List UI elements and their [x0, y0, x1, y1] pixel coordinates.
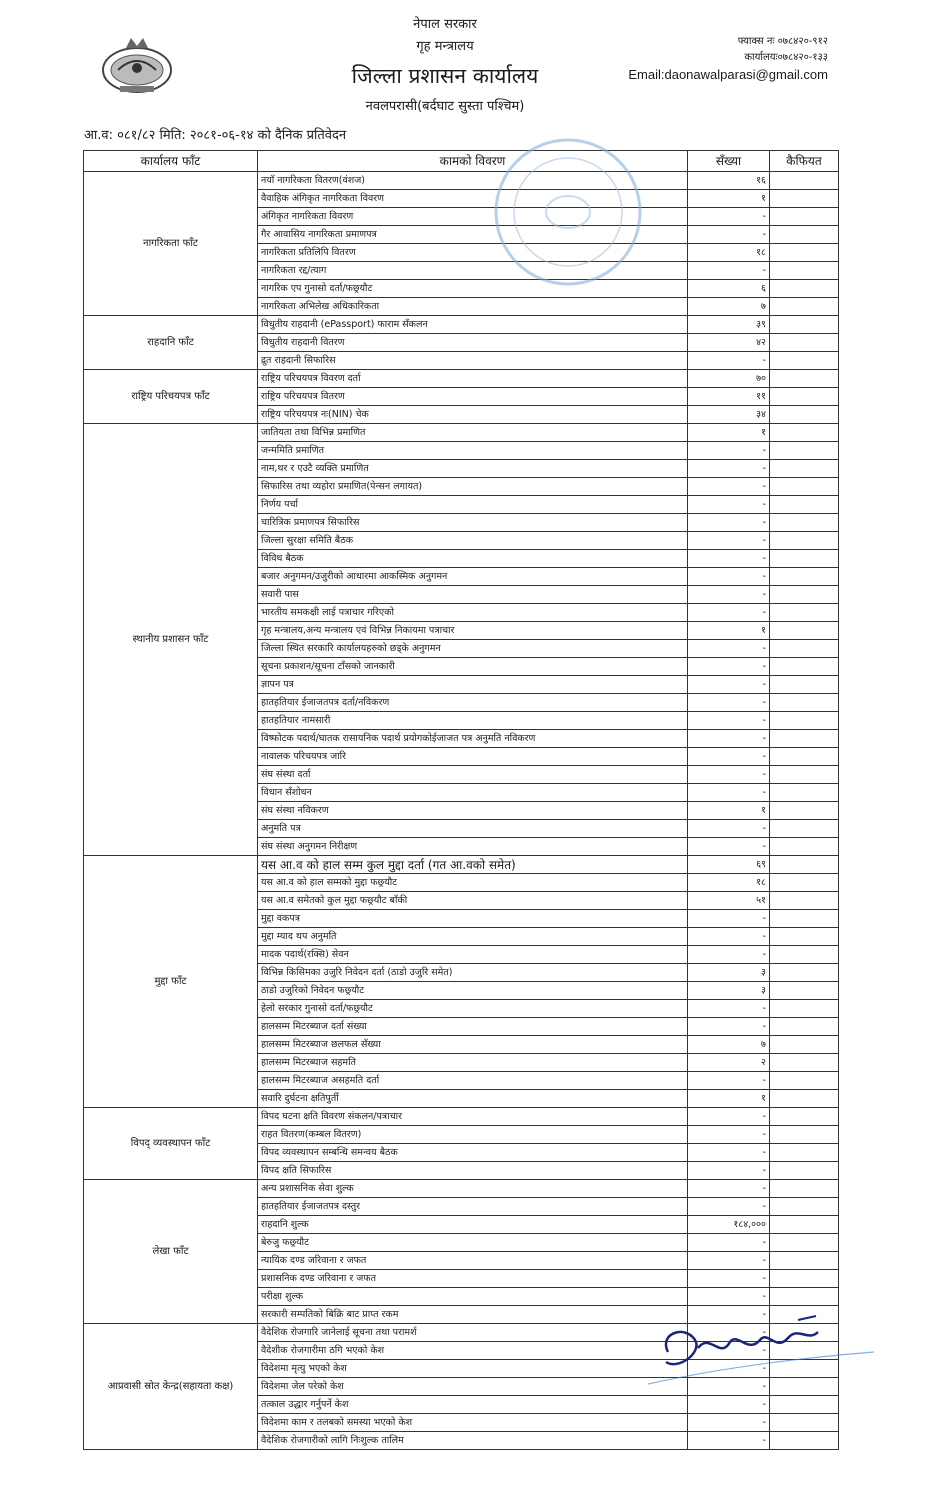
count-cell: -	[688, 1342, 770, 1360]
description-cell: हेलो सरकार गुनासो दर्ता/फछ्र्यौट	[258, 1000, 688, 1018]
table-row	[84, 1180, 839, 1198]
remarks-cell	[770, 316, 839, 334]
count-cell: -	[688, 550, 770, 568]
description-cell: विष्फोटक पदार्थ/घातक रासायनिक पदार्थ प्रयोगकोईजाजत पत्र अनुमति नविकरण	[258, 730, 688, 748]
description-cell: सवारि दुर्घटना क्षतिपुर्ती	[258, 1090, 688, 1108]
remarks-cell	[770, 1162, 839, 1180]
description-cell: संघ संस्था अनुगमन निरीक्षण	[258, 838, 688, 856]
description-cell: सवारी पास	[258, 586, 688, 604]
remarks-cell	[770, 1234, 839, 1252]
count-cell: -	[688, 1378, 770, 1396]
remarks-cell	[770, 964, 839, 982]
count-cell: ३४	[688, 406, 770, 424]
remarks-cell	[770, 1288, 839, 1306]
col-header-fant: कार्यालय फाँट	[84, 151, 258, 172]
count-cell: ११	[688, 388, 770, 406]
remarks-cell	[770, 1036, 839, 1054]
count-cell: ६	[688, 280, 770, 298]
description-cell: वैदेशीक रोजगारीमा ठगि भएको केश	[258, 1342, 688, 1360]
description-cell: अंगिकृत नागरिकता विवरण	[258, 208, 688, 226]
remarks-cell	[770, 730, 839, 748]
description-cell: संघ संस्था दर्ता	[258, 766, 688, 784]
remarks-cell	[770, 1054, 839, 1072]
count-cell: -	[688, 946, 770, 964]
count-cell: -	[688, 586, 770, 604]
description-cell: हालसम्म मिटरब्याज छलफल सँख्या	[258, 1036, 688, 1054]
count-cell: -	[688, 1306, 770, 1324]
remarks-cell	[770, 370, 839, 388]
remarks-cell	[770, 1270, 839, 1288]
description-cell: नागरिक एप गुनासो दर्ता/फछ्र्यौट	[258, 280, 688, 298]
remarks-cell	[770, 1216, 839, 1234]
remarks-cell	[770, 874, 839, 892]
remarks-cell	[770, 388, 839, 406]
remarks-cell	[770, 208, 839, 226]
description-cell: जन्ममिति प्रमाणित	[258, 442, 688, 460]
remarks-cell	[770, 802, 839, 820]
remarks-cell	[770, 658, 839, 676]
remarks-cell	[770, 676, 839, 694]
daily-report-table	[83, 150, 839, 1450]
remarks-cell	[770, 1432, 839, 1450]
description-cell: मुद्दा वकपत्र	[258, 910, 688, 928]
description-cell: विधुतीय राहदानी (ePassport) फाराम सँकलन	[258, 316, 688, 334]
col-header-count: सँख्या	[688, 151, 770, 172]
count-cell: -	[688, 1144, 770, 1162]
description-cell: नागरिकता रद्द/त्याग	[258, 262, 688, 280]
count-cell: -	[688, 1270, 770, 1288]
count-cell: -	[688, 910, 770, 928]
description-cell: राष्ट्रिय परिचयपत्र नः(NIN) चेक	[258, 406, 688, 424]
count-cell: -	[688, 262, 770, 280]
description-cell: विविध बैठक	[258, 550, 688, 568]
count-cell: -	[688, 748, 770, 766]
description-cell: यस आ.व समेतको कुल मुद्दा फछ्र्यौट बाँकी	[258, 892, 688, 910]
count-cell: -	[688, 352, 770, 370]
description-cell: न्यायिक दण्ड जरिवाना र जफत	[258, 1252, 688, 1270]
count-cell: -	[688, 1252, 770, 1270]
count-cell: -	[688, 1180, 770, 1198]
remarks-cell	[770, 1126, 839, 1144]
section-name-cell: लेखा फाँट	[84, 1180, 258, 1324]
remarks-cell	[770, 820, 839, 838]
description-cell: विपद क्षति सिफारिस	[258, 1162, 688, 1180]
description-cell: हातहतियार ईजाजतपत्र दर्ता/नविकरण	[258, 694, 688, 712]
description-cell: भारतीय समकक्षी लाई पत्राचार गरिएको	[258, 604, 688, 622]
description-cell: हातहतियार नामसारी	[258, 712, 688, 730]
remarks-cell	[770, 442, 839, 460]
remarks-cell	[770, 712, 839, 730]
remarks-cell	[770, 640, 839, 658]
remarks-cell	[770, 928, 839, 946]
description-cell: नावालक परिचयपत्र जारि	[258, 748, 688, 766]
count-cell: -	[688, 1018, 770, 1036]
count-cell: -	[688, 1396, 770, 1414]
description-cell: नयाँ नागरिकता वितरण(वंशज)	[258, 172, 688, 190]
count-cell: ६९	[688, 856, 770, 874]
description-cell: विपद घटना क्षति विवरण संकलन/पत्राचार	[258, 1108, 688, 1126]
office-phone: कार्यालयः०७८४२०-१३३	[744, 52, 828, 63]
description-cell: राष्ट्रिय परिचयपत्र विवरण दर्ता	[258, 370, 688, 388]
remarks-cell	[770, 892, 839, 910]
report-date-line: आ.व: ०८१/८२ मिति: २०८१-०६-१४ को दैनिक प्रतिवेदन	[84, 128, 347, 143]
remarks-cell	[770, 190, 839, 208]
office-name: जिल्ला प्रशासन कार्यालय	[351, 64, 539, 88]
table-row	[84, 370, 839, 388]
count-cell: ५१	[688, 892, 770, 910]
count-cell: -	[688, 1198, 770, 1216]
count-cell: ३	[688, 964, 770, 982]
count-cell: २	[688, 1054, 770, 1072]
description-cell: अनुमति पत्र	[258, 820, 688, 838]
contact-block	[628, 34, 828, 84]
count-cell: १६	[688, 172, 770, 190]
count-cell: -	[688, 1324, 770, 1342]
description-cell: संघ संस्था नविकरण	[258, 802, 688, 820]
remarks-cell	[770, 586, 839, 604]
description-cell: हातहतियार ईजाजतपत्र दस्तुर	[258, 1198, 688, 1216]
count-cell: -	[688, 1432, 770, 1450]
remarks-cell	[770, 694, 839, 712]
ministry-name: गृह मन्त्रालय	[416, 39, 474, 54]
description-cell: सरकारी सम्पतिको बिक्रि बाट प्राप्त रकम	[258, 1306, 688, 1324]
description-cell: जिल्ला स्थित सरकारि कार्यालयहरुको छड्के अनुगमन	[258, 640, 688, 658]
description-cell: तत्काल उद्धार गर्नुपर्ने केश	[258, 1396, 688, 1414]
count-cell: -	[688, 694, 770, 712]
remarks-cell	[770, 514, 839, 532]
count-cell: -	[688, 766, 770, 784]
remarks-cell	[770, 262, 839, 280]
remarks-cell	[770, 1180, 839, 1198]
remarks-cell	[770, 424, 839, 442]
section-name-cell: नागरिकता फाँट	[84, 172, 258, 316]
description-cell: जिल्ला सुरक्षा समिति बैठक	[258, 532, 688, 550]
description-cell: निर्णय पर्चा	[258, 496, 688, 514]
count-cell: -	[688, 226, 770, 244]
count-cell: -	[688, 208, 770, 226]
col-header-remarks: कैफियत	[770, 151, 839, 172]
remarks-cell	[770, 478, 839, 496]
count-cell: -	[688, 730, 770, 748]
count-cell: १	[688, 190, 770, 208]
description-cell: वैवाहिक अंगिकृत नागरिकता विवरण	[258, 190, 688, 208]
remarks-cell	[770, 172, 839, 190]
description-cell: विदेशमा काम र तलबको समस्या भएको केश	[258, 1414, 688, 1432]
description-cell: विपद व्यवस्थापन सम्बन्धि समन्वय बैठक	[258, 1144, 688, 1162]
remarks-cell	[770, 1414, 839, 1432]
remarks-cell	[770, 946, 839, 964]
count-cell: -	[688, 640, 770, 658]
section-name-cell: विपद् व्यवस्थापन फाँट	[84, 1108, 258, 1180]
count-cell: -	[688, 460, 770, 478]
count-cell: -	[688, 1000, 770, 1018]
remarks-cell	[770, 1108, 839, 1126]
count-cell: -	[688, 784, 770, 802]
section-name-cell: राष्ट्रिय परिचयपत्र फाँट	[84, 370, 258, 424]
table-row	[84, 1108, 839, 1126]
remarks-cell	[770, 406, 839, 424]
remarks-cell	[770, 1018, 839, 1036]
count-cell: -	[688, 1360, 770, 1378]
remarks-cell	[770, 226, 839, 244]
description-cell: गृह मन्त्रालय,अन्य मन्त्रालय एवं विभिन्न निकायमा पत्राचार	[258, 622, 688, 640]
description-cell: परीक्षा शुल्क	[258, 1288, 688, 1306]
office-seal-watermark	[488, 132, 648, 292]
officer-signature	[648, 1312, 878, 1402]
description-cell: गैर आवासिय नागरिकता प्रमाणपत्र	[258, 226, 688, 244]
count-cell: ७	[688, 1036, 770, 1054]
description-cell: बेरुजु फछ्र्यौट	[258, 1234, 688, 1252]
description-cell: नागरिकता अभिलेख अधिकारिकता	[258, 298, 688, 316]
remarks-cell	[770, 784, 839, 802]
description-cell: नाम,थर र एउटै व्यक्ति प्रमाणित	[258, 460, 688, 478]
count-cell: -	[688, 442, 770, 460]
remarks-cell	[770, 1144, 839, 1162]
description-cell: यस आ.व को हाल सम्म कुल मुद्दा दर्ता (गत आ.वको समेत)	[258, 856, 688, 874]
letterhead	[0, 0, 940, 150]
col-header-desc: कामको विवरण	[258, 151, 688, 172]
description-cell: विभिन्न किसिमका उजुरि निवेदन दर्ता (ठाडो उजुरि समेत)	[258, 964, 688, 982]
description-cell: बजार अनुगमन/उजुरीको आधारमा आकस्मिक अनुगमन	[258, 568, 688, 586]
count-cell: -	[688, 514, 770, 532]
table-row	[84, 316, 839, 334]
remarks-cell	[770, 1072, 839, 1090]
remarks-cell	[770, 622, 839, 640]
count-cell: -	[688, 712, 770, 730]
count-cell: १८४,०००	[688, 1216, 770, 1234]
govt-name: नेपाल सरकार	[413, 17, 477, 32]
description-cell: वैदेशिक रोजगारि जानेलाई सूचना तथा परामर्श	[258, 1324, 688, 1342]
count-cell: १	[688, 424, 770, 442]
table-row	[84, 172, 839, 190]
table-header-row	[84, 151, 839, 172]
count-cell: -	[688, 478, 770, 496]
table-row	[84, 856, 839, 874]
description-cell: ठाडो उजुरिको निवेदन फछ्र्यौट	[258, 982, 688, 1000]
description-cell: हालसम्म मिटरब्याज असहमति दर्ता	[258, 1072, 688, 1090]
section-name-cell: आप्रवासी स्रोत केन्द्र(सहायता कक्ष)	[84, 1324, 258, 1450]
table-row	[84, 424, 839, 442]
count-cell: -	[688, 820, 770, 838]
description-cell: सूचना प्रकाशन/सूचना टाँसको जानकारी	[258, 658, 688, 676]
count-cell: १	[688, 622, 770, 640]
description-cell: हालसम्म मिटरब्याज दर्ता संख्या	[258, 1018, 688, 1036]
description-cell: राहदानि शुल्क	[258, 1216, 688, 1234]
remarks-cell	[770, 244, 839, 262]
remarks-cell	[770, 1198, 839, 1216]
remarks-cell	[770, 982, 839, 1000]
remarks-cell	[770, 334, 839, 352]
nepal-emblem-icon	[98, 30, 176, 98]
description-cell: प्रशासनिक दण्ड जरिवाना र जफत	[258, 1270, 688, 1288]
count-cell: ४२	[688, 334, 770, 352]
count-cell: १	[688, 1090, 770, 1108]
count-cell: -	[688, 496, 770, 514]
description-cell: मादक पदार्थ(रक्सि) सेवन	[258, 946, 688, 964]
remarks-cell	[770, 496, 839, 514]
count-cell: -	[688, 568, 770, 586]
remarks-cell	[770, 856, 839, 874]
remarks-cell	[770, 1090, 839, 1108]
count-cell: ३९	[688, 316, 770, 334]
count-cell: १८	[688, 244, 770, 262]
description-cell: चारित्रिक प्रमाणपत्र सिफारिस	[258, 514, 688, 532]
count-cell: ३	[688, 982, 770, 1000]
description-cell: द्रुत राहदानी सिफारिस	[258, 352, 688, 370]
remarks-cell	[770, 550, 839, 568]
remarks-cell	[770, 766, 839, 784]
remarks-cell	[770, 748, 839, 766]
section-name-cell: राहदानि फाँट	[84, 316, 258, 370]
description-cell: विदेशमा मृत्यु भएको केश	[258, 1360, 688, 1378]
count-cell: ७०	[688, 370, 770, 388]
count-cell: १	[688, 802, 770, 820]
count-cell: -	[688, 1162, 770, 1180]
count-cell: -	[688, 1126, 770, 1144]
count-cell: -	[688, 1234, 770, 1252]
remarks-cell	[770, 604, 839, 622]
description-cell: राष्ट्रिय परिचयपत्र वितरण	[258, 388, 688, 406]
email-address: Email:daonawalparasi@gmail.com	[628, 67, 828, 82]
remarks-cell	[770, 1252, 839, 1270]
remarks-cell	[770, 568, 839, 586]
remarks-cell	[770, 298, 839, 316]
description-cell: विदेशमा जेल परेको केश	[258, 1378, 688, 1396]
description-cell: ज्ञापन पत्र	[258, 676, 688, 694]
description-cell: राहत वितरण(कम्बल वितरण)	[258, 1126, 688, 1144]
section-name-cell: स्थानीय प्रशासन फाँट	[84, 424, 258, 856]
count-cell: -	[688, 1414, 770, 1432]
description-cell: मुद्दा म्याद थप अनुमति	[258, 928, 688, 946]
description-cell: यस आ.व को हाल सम्मको मुद्दा फछ्र्यौट	[258, 874, 688, 892]
count-cell: -	[688, 838, 770, 856]
count-cell: -	[688, 676, 770, 694]
fax-number: फ्याक्स नः ०७८४२०-९१२	[737, 36, 828, 47]
count-cell: -	[688, 928, 770, 946]
table-body	[84, 172, 839, 1450]
description-cell: सिफारिस तथा व्यहोरा प्रमाणित(पेन्सन लगायत)	[258, 478, 688, 496]
remarks-cell	[770, 352, 839, 370]
description-cell: हालसम्म मिटरब्याज सहमति	[258, 1054, 688, 1072]
count-cell: -	[688, 1288, 770, 1306]
section-name-cell: मुद्दा फाँट	[84, 856, 258, 1108]
office-title-block	[300, 14, 590, 118]
district-name: नवलपरासी(बर्दघाट सुस्ता पश्चिम)	[365, 99, 525, 114]
remarks-cell	[770, 460, 839, 478]
count-cell: -	[688, 1072, 770, 1090]
count-cell: १८	[688, 874, 770, 892]
description-cell: अन्य प्रशासनिक सेवा शुल्क	[258, 1180, 688, 1198]
description-cell: वैदेशिक रोजगारीको लागि निःशुल्क तालिम	[258, 1432, 688, 1450]
description-cell: नागरिकता प्रतिलिपि वितरण	[258, 244, 688, 262]
remarks-cell	[770, 532, 839, 550]
remarks-cell	[770, 838, 839, 856]
description-cell: विधुतीय राहदानी वितरण	[258, 334, 688, 352]
count-cell: -	[688, 604, 770, 622]
description-cell: जातियता तथा विभिन्न प्रमाणित	[258, 424, 688, 442]
count-cell: -	[688, 658, 770, 676]
count-cell: ७	[688, 298, 770, 316]
remarks-cell	[770, 910, 839, 928]
count-cell: -	[688, 532, 770, 550]
remarks-cell	[770, 280, 839, 298]
count-cell: -	[688, 1108, 770, 1126]
description-cell: विधान सँशोधन	[258, 784, 688, 802]
remarks-cell	[770, 1000, 839, 1018]
